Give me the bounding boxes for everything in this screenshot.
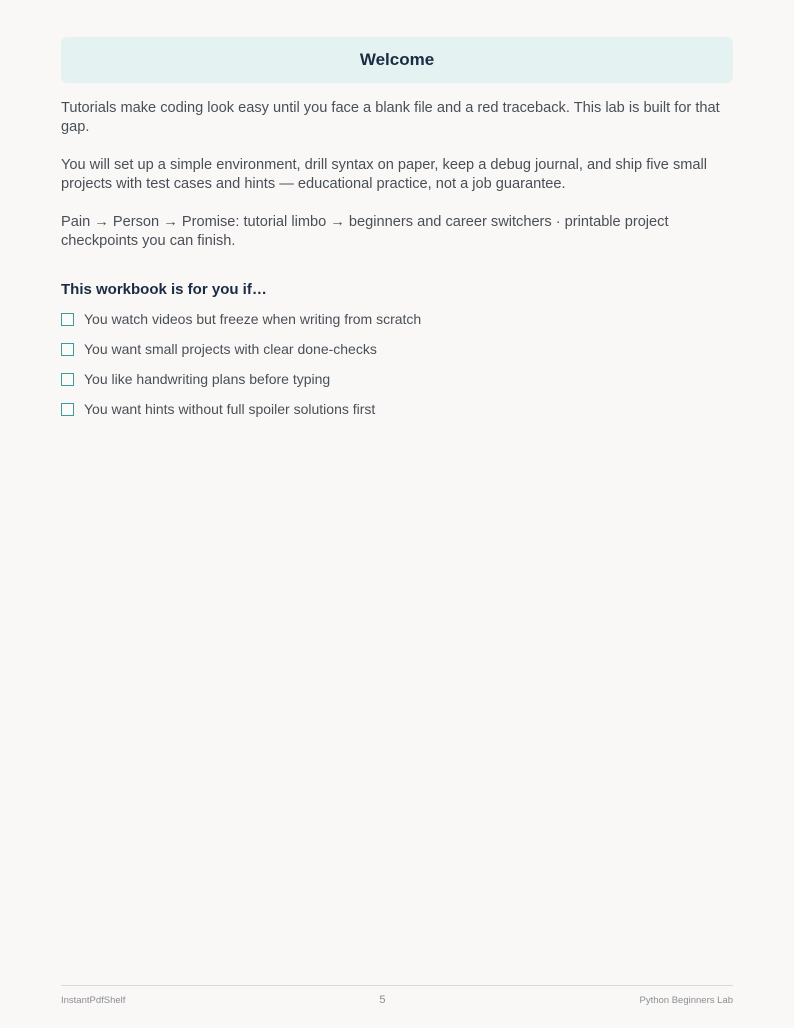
pain-person-promise-paragraph: Pain → Person → Promise: tutorial limbo → beginners and career switchers · printable project checkpoints you can finish. (61, 214, 669, 249)
checklist-item[interactable] (61, 364, 733, 394)
checkbox-icon[interactable] (61, 403, 74, 416)
page-footer (61, 985, 733, 1006)
footer-publisher: InstantPdfShelf (61, 994, 126, 1006)
checkbox-icon[interactable] (61, 343, 74, 356)
checklist-item-label: You watch videos but freeze when writing from scratch (84, 311, 422, 327)
checklist-item-label: You like handwriting plans before typing (84, 371, 331, 387)
checklist (61, 304, 733, 424)
intro-paragraph: Tutorials make coding look easy until you face a blank file and a red traceback. This lab is built for that gap. (61, 100, 720, 135)
footer-page-number: 5 (379, 994, 386, 1006)
plan-paragraph: You will set up a simple environment, drill syntax on paper, keep a debug journal, and ship five small projects with test cases and hints — educational practice, not a job guarantee. (61, 157, 708, 192)
checklist-item[interactable] (61, 334, 733, 364)
footer-book-title: Python Beginners Lab (639, 994, 733, 1006)
checklist-heading: This workbook is for you if… (61, 281, 267, 298)
page-content (61, 37, 733, 424)
checklist-item-label: You want hints without full spoiler solutions first (84, 401, 376, 417)
welcome-banner (61, 37, 733, 83)
checkbox-icon[interactable] (61, 313, 74, 326)
checklist-item[interactable] (61, 304, 733, 334)
welcome-title: Welcome (359, 50, 435, 69)
checkbox-icon[interactable] (61, 373, 74, 386)
checklist-item-label: You want small projects with clear done-checks (84, 341, 377, 357)
checklist-item[interactable] (61, 394, 733, 424)
